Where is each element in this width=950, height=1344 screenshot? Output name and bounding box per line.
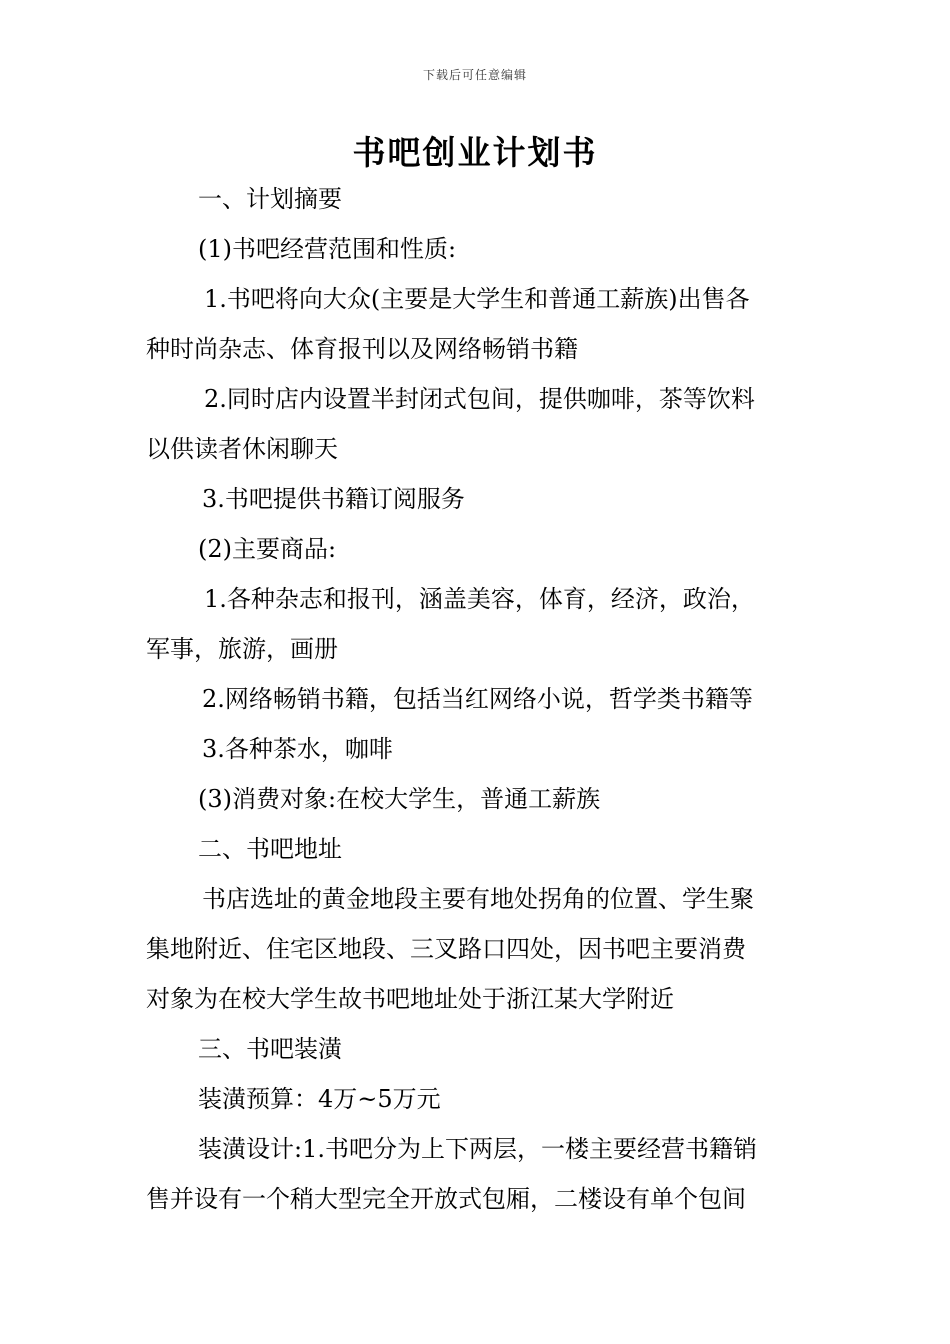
paragraph-line: 装潢设计:1.书吧分为上下两层，一楼主要经营书籍销: [198, 1135, 757, 1163]
paragraph-line: 1.书吧将向大众(主要是大学生和普通工薪族)出售各: [204, 285, 750, 313]
document-body: [146, 174, 810, 1224]
paragraph-line: 1.各种杂志和报刊，涵盖美容，体育，经济，政治，: [204, 585, 755, 613]
paragraph-line: 3.书吧提供书籍订阅服务: [202, 485, 465, 513]
paragraph-line: 对象为在校大学生故书吧地址处于浙江某大学附近: [146, 985, 674, 1013]
subsection-1-1: (1)书吧经营范围和性质:: [198, 235, 457, 263]
paragraph-line: 2.同时店内设置半封闭式包间，提供咖啡，茶等饮料: [204, 385, 755, 413]
paragraph-line: 军事，旅游，画册: [146, 635, 338, 663]
paragraph-line: 种时尚杂志、体育报刊以及网络畅销书籍: [146, 335, 578, 363]
paragraph-line: 书店选址的黄金地段主要有地处拐角的位置、学生聚: [202, 885, 754, 913]
paragraph-line: 装潢预算：4万~5万元: [198, 1085, 441, 1113]
section-heading-2: 二、书吧地址: [198, 835, 342, 863]
section-heading-1: 一、计划摘要: [198, 185, 342, 213]
paragraph-line: 售并设有一个稍大型完全开放式包厢，二楼设有单个包间: [146, 1185, 746, 1213]
document-title: 书吧创业计划书: [352, 133, 598, 172]
paragraph-line: 2.网络畅销书籍，包括当红网络小说，哲学类书籍等: [202, 685, 753, 713]
subsection-1-3: (3)消费对象:在校大学生，普通工薪族: [198, 785, 601, 813]
paragraph-line: 集地附近、住宅区地段、三叉路口四处，因书吧主要消费: [146, 935, 746, 963]
page-header-note: 下载后可任意编辑: [422, 68, 527, 82]
section-heading-3: 三、书吧装潢: [198, 1035, 342, 1063]
paragraph-line: 以供读者休闲聊天: [146, 435, 338, 463]
paragraph-line: 3.各种茶水，咖啡: [202, 735, 393, 763]
subsection-1-2: (2)主要商品:: [198, 535, 337, 563]
